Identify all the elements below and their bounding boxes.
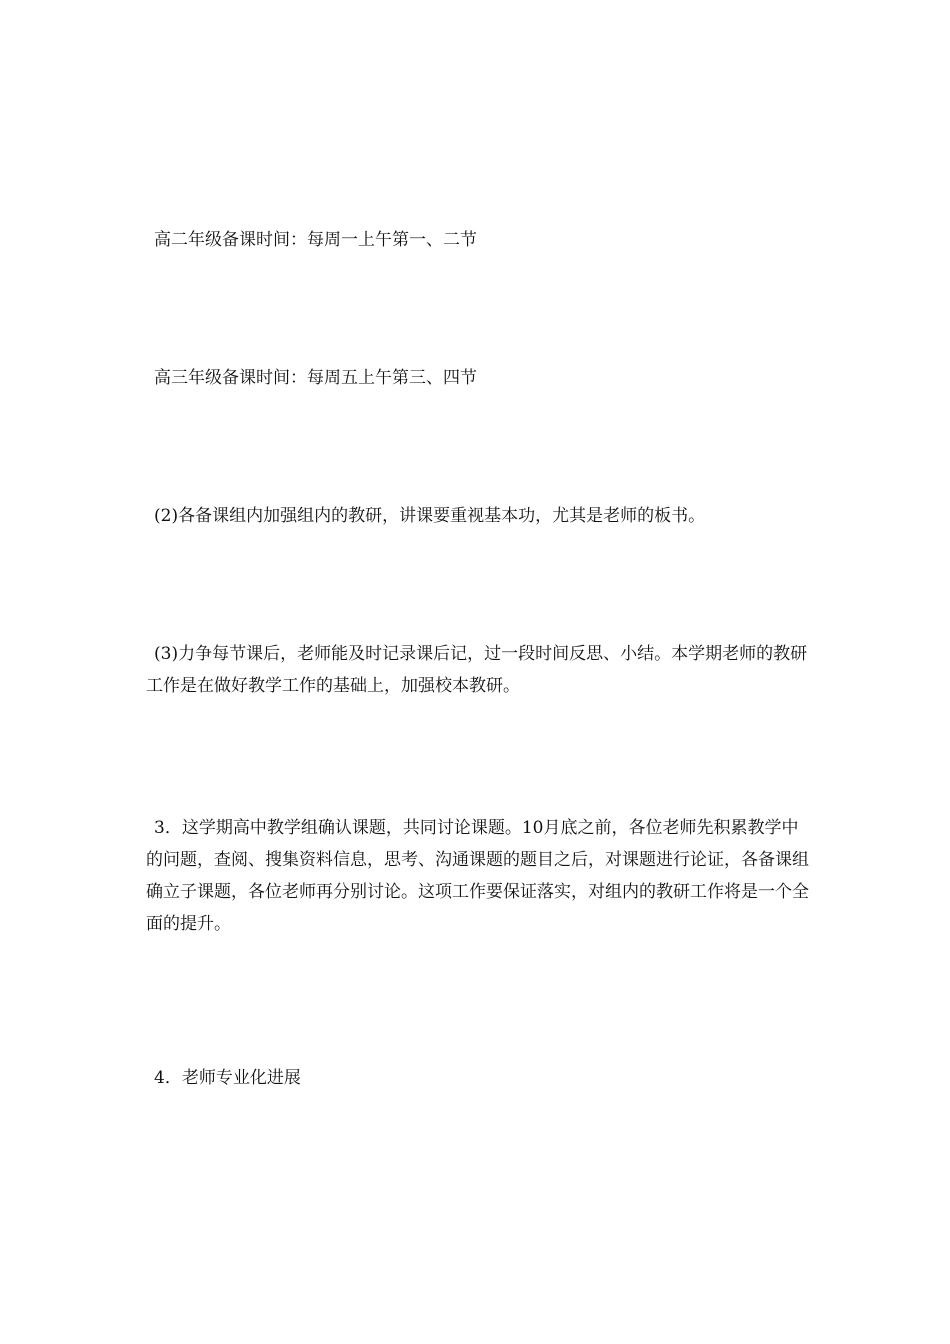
paragraph-section-4: 4．老师专业化进展 [154,1068,301,1088]
paragraph-grade3-schedule: 高三年级备课时间：每周五上午第三、四节 [154,368,477,388]
paragraph-item-2: (2)各备课组内加强组内的教研，讲课要重视基本功，尤其是老师的板书。 [154,506,706,526]
paragraph-section-3: 3．这学期高中教学组确认课题，共同讨论课题。10月底之前，各位老师先积累教学中的问题，查阅、搜集资料信息，思考、沟通课题的题目之后，对课题进行论证，各备课组确立子课题，各位老师再分别讨论。这项工作要保证落实，对组内的教研工作将是一个全面的提升。 [146,818,809,934]
paragraph-grade2-schedule: 高二年级备课时间：每周一上午第一、二节 [154,230,477,250]
paragraph-item-3: (3)力争每节课后，老师能及时记录课后记，过一段时间反思、小结。本学期老师的教研工作是在做好教学工作的基础上，加强校本教研。 [146,644,808,696]
